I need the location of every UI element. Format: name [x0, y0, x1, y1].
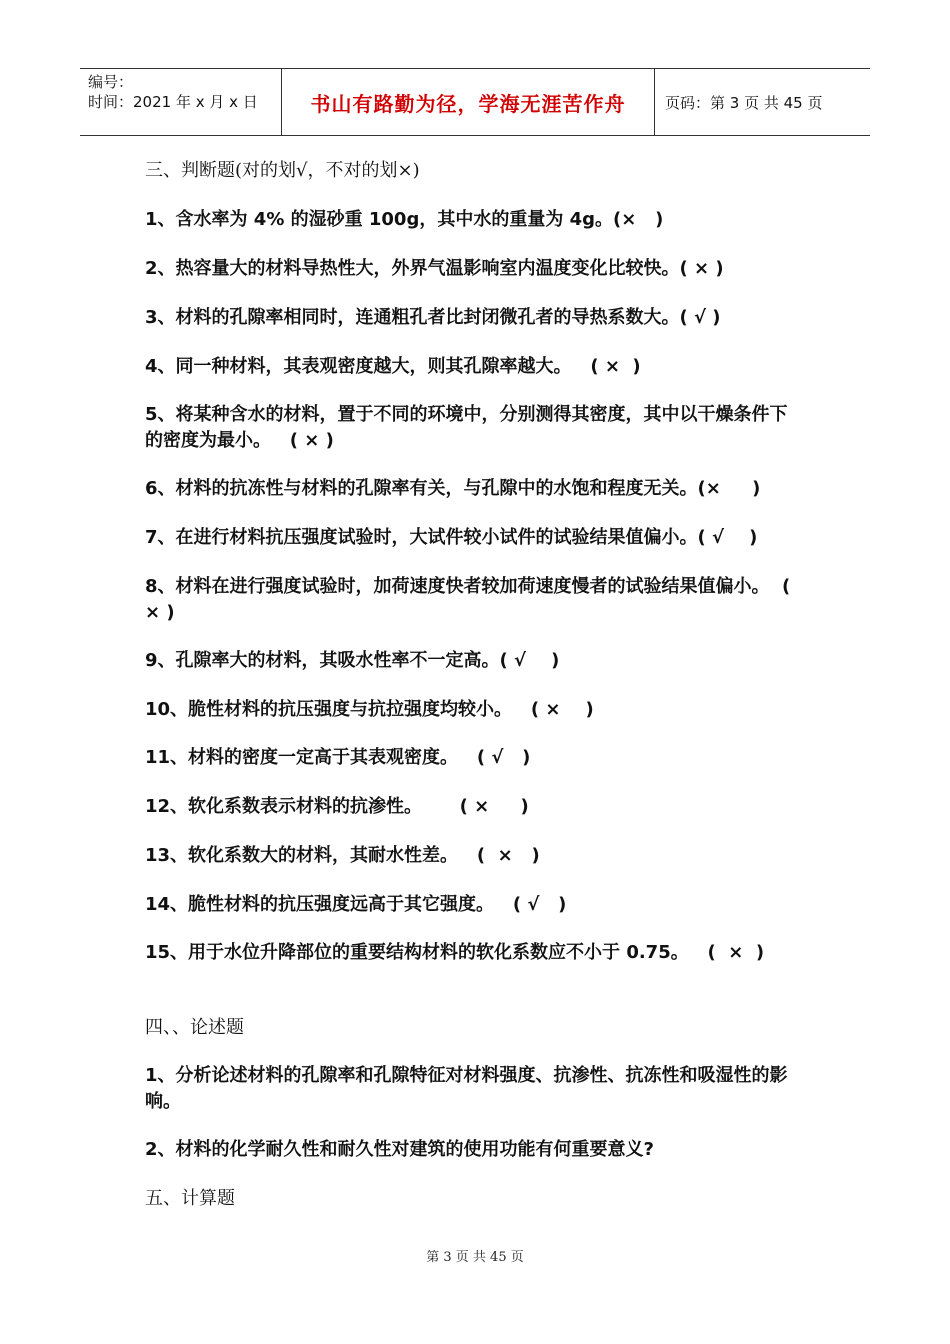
page-header — [80, 68, 870, 136]
question-15: 15、用于水位升降部位的重要结构材料的软化系数应不小于 0.75。 ( × ) — [145, 942, 765, 963]
question-10: 10、脆性材料的抗压强度与抗拉强度均较小。 ( × ) — [145, 699, 594, 720]
number-label: 编号： — [88, 73, 134, 91]
question-11: 11、材料的密度一定高于其表观密度。 ( √ ) — [145, 747, 531, 768]
essay-2: 2、材料的化学耐久性和耐久性对建筑的使用功能有何重要意义? — [145, 1139, 654, 1160]
question-14: 14、脆性材料的抗压强度远高于其它强度。 ( √ ) — [145, 894, 567, 915]
essay-heading: 四、、论述题 — [145, 1017, 244, 1038]
question-4: 4、同一种材料，其表观密度越大，则其孔隙率越大。 ( × ) — [145, 356, 641, 377]
header-motto-cell — [282, 69, 655, 135]
question-12: 12、软化系数表示材料的抗渗性。 ( × ) — [145, 796, 529, 817]
question-2: 2、热容量大的材料导热性大，外界气温影响室内温度变化比较快。( × ) — [145, 258, 724, 279]
question-3: 3、材料的孔隙率相同时，连通粗孔者比封闭微孔者的导热系数大。( √ ) — [145, 307, 721, 328]
calc-heading: 五、计算题 — [145, 1188, 235, 1209]
header-page-cell — [655, 69, 870, 135]
essay-1: 1、分析论述材料的孔隙率和孔隙特征对材料强度、抗渗性、抗冻性和吸湿性的影响。 — [145, 1065, 788, 1112]
header-left-cell — [80, 69, 282, 135]
footer-page-number: 第 3 页 共 45 页 — [426, 1250, 524, 1265]
page-footer — [0, 1246, 950, 1265]
question-1: 1、含水率为 4% 的湿砂重 100g，其中水的重量为 4g。(× ) — [145, 209, 664, 230]
motto-text: 书山有路勤为径，学海无涯苦作舟 — [310, 91, 626, 116]
time-label: 时间：2021 年 x 月 x 日 — [88, 93, 258, 111]
question-9: 9、孔隙率大的材料，其吸水性率不一定高。( √ ) — [145, 650, 560, 671]
question-13: 13、软化系数大的材料，其耐水性差。 ( × ) — [145, 845, 540, 866]
judge-heading: 三、判断题(对的划√，不对的划×) — [145, 160, 420, 181]
question-7: 7、在进行材料抗压强度试验时，大试件较小试件的试验结果值偏小。( √ ) — [145, 527, 758, 548]
question-6: 6、材料的抗冻性与材料的孔隙率有关，与孔隙中的水饱和程度无关。(× ) — [145, 478, 761, 499]
question-8: 8、材料在进行强度试验时，加荷速度快者较加荷速度慢者的试验结果值偏小。 ( × ) — [145, 576, 797, 623]
page-info: 页码：第 3 页 共 45 页 — [665, 93, 823, 112]
question-5: 5、将某种含水的材料，置于不同的环境中，分别测得其密度，其中以干燥条件下的密度为最小。 ( × ) — [145, 404, 788, 451]
